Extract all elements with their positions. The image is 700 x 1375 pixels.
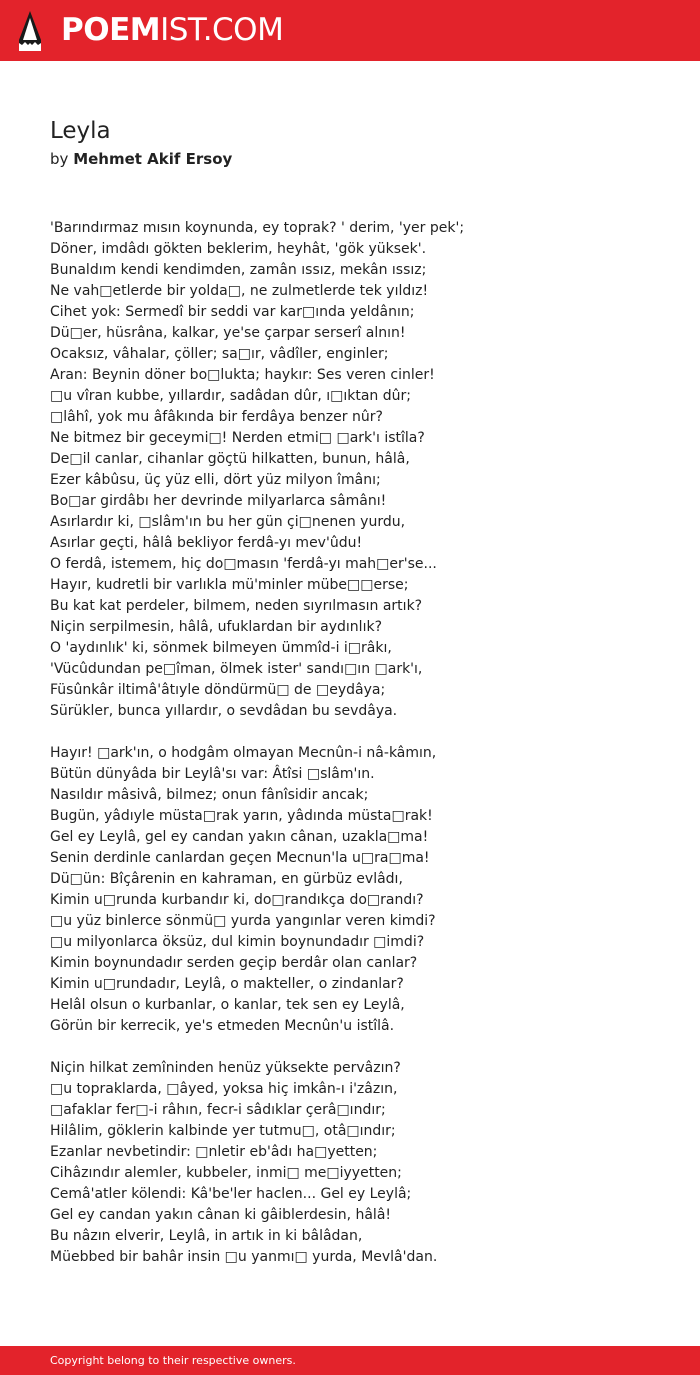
poem-body <box>50 218 670 1289</box>
poem-line: Asırlar geçti, hâlâ bekliyor ferdâ-yı mev'ûdu! <box>50 535 363 551</box>
poem-line: Bugün, yâdıyle müsta□rak yarın, yâdında müsta□rak! <box>50 808 433 824</box>
poem-line: Niçin hilkat zemîninden henüz yüksekte pervâzın? <box>50 1060 401 1076</box>
poem-line: Senin derdinle canlardan geçen Mecnun'la u□ra□ma! <box>50 850 430 866</box>
poem-line: Helâl olsun o kurbanlar, o kanlar, tek sen ey Leylâ, <box>50 997 405 1013</box>
poem-line: Kimin u□rundadır, Leylâ, o makteller, o zindanlar? <box>50 976 404 992</box>
poem-line: Sürükler, bunca yıllardır, o sevdâdan bu sevdâya. <box>50 703 398 719</box>
poem-stanza <box>50 1058 670 1268</box>
poem-line: Gel ey candan yakın cânan ki gâiblerdesin, hâlâ! <box>50 1207 392 1223</box>
poem-line: Bütün dünyâda bir Leylâ'sı var: Âtîsi □slâm'ın. <box>50 766 375 782</box>
poem-line: Görün bir kerrecik, ye's etmeden Mecnûn'u istîlâ. <box>50 1018 395 1034</box>
poem-line: Cihet yok: Sermedî bir seddi var kar□ında yeldânın; <box>50 304 415 320</box>
author-name[interactable]: Mehmet Akif Ersoy <box>73 150 233 168</box>
byline <box>50 149 232 169</box>
poem-line: O 'aydınlık' ki, sönmek bilmeyen ümmîd-i i□râkı, <box>50 640 392 656</box>
poem-title: Leyla <box>50 118 111 144</box>
poem-line: Kimin u□runda kurbandır ki, do□randıkça do□randı? <box>50 892 424 908</box>
poem-line: Aran: Beynin döner bo□lukta; haykır: Ses veren cinler! <box>50 367 435 383</box>
poem-line: Nasıldır mâsivâ, bilmez; onun fânîsidir ancak; <box>50 787 369 803</box>
poem-line: Ne vah□etlerde bir yolda□, ne zulmetlerde tek yıldız! <box>50 283 429 299</box>
poem-line: Füsûnkâr iltimâ'âtıyle döndürmü□ de □eydâya; <box>50 682 386 698</box>
pen-nib-icon[interactable] <box>18 10 42 52</box>
poem-line: □u yüz binlerce sönmü□ yurda yangınlar veren kimdi? <box>50 913 436 929</box>
site-logo-text[interactable] <box>61 10 283 50</box>
poem-line: Bu nâzın elverir, Leylâ, in artık in ki bâlâdan, <box>50 1228 363 1244</box>
poem-line: Niçin serpilmesin, hâlâ, ufuklardan bir aydınlık? <box>50 619 382 635</box>
poem-line: Ne bitmez bir geceymi□! Nerden etmi□ □ark'ı istîla? <box>50 430 425 446</box>
poem-line: Hayır! □ark'ın, o hodgâm olmayan Mecnûn-i nâ-kâmın, <box>50 745 437 761</box>
poem-line: Gel ey Leylâ, gel ey candan yakın cânan, uzakla□ma! <box>50 829 429 845</box>
poem-line: □lâhî, yok mu âfâkında bir ferdâya benzer nûr? <box>50 409 383 425</box>
poem-line: □u milyonlarca öksüz, dul kimin boynundadır □imdi? <box>50 934 425 950</box>
copyright-text: Copyright belong to their respective owners. <box>50 1354 296 1367</box>
poem-stanza <box>50 218 670 722</box>
poem-line: Cihâzındır alemler, kubbeler, inmi□ me□iyyetten; <box>50 1165 402 1181</box>
poem-line: Bu kat kat perdeler, bilmem, neden sıyrılmasın artık? <box>50 598 423 614</box>
poem-line: Bunaldım kendi kendimden, zamân ıssız, mekân ıssız; <box>50 262 427 278</box>
poem-line: O ferdâ, istemem, hiç do□masın 'ferdâ-yı mah□er'se... <box>50 556 437 572</box>
poem-line: De□il canlar, cihanlar göçtü hilkatten, bunun, hâlâ, <box>50 451 410 467</box>
poem-line: Ocaksız, vâhalar, çöller; sa□ır, vâdîler, enginler; <box>50 346 389 362</box>
poem-line: 'Vücûdundan pe□îman, ölmek ister' sandı□ın □ark'ı, <box>50 661 423 677</box>
by-label: by <box>50 150 69 168</box>
poem-line: Dü□er, hüsrâna, kalkar, ye'se çarpar serserî alnın! <box>50 325 406 341</box>
site-header <box>0 0 700 61</box>
poem-line: Müebbed bir bahâr insin □u yanmı□ yurda, Mevlâ'dan. <box>50 1249 438 1265</box>
poem-line: Hilâlim, göklerin kalbinde yer tutmu□, otâ□ındır; <box>50 1123 396 1139</box>
poem-line: Kimin boynundadır serden geçip berdâr olan canlar? <box>50 955 418 971</box>
poem-line: □u topraklarda, □âyed, yoksa hiç imkân-ı i'zâzın, <box>50 1081 398 1097</box>
poem-line: Hayır, kudretli bir varlıkla mü'minler mübe□□erse; <box>50 577 409 593</box>
poem-line: Asırlardır ki, □slâm'ın bu her gün çi□nenen yurdu, <box>50 514 406 530</box>
poem-line: Ezanlar nevbetindir: □nletir eb'âdı ha□yetten; <box>50 1144 378 1160</box>
brand-light: IST.COM <box>160 12 284 48</box>
poem-line: □u vîran kubbe, yıllardır, sadâdan dûr, ı□ıktan dûr; <box>50 388 411 404</box>
poem-stanza <box>50 743 670 1037</box>
brand-bold: POEM <box>61 12 161 48</box>
poem-line: Cemâ'atler kölendi: Kâ'be'ler haclen... Gel ey Leylâ; <box>50 1186 412 1202</box>
poem-line: □afaklar fer□-i râhın, fecr-i sâdıklar çerâ□ındır; <box>50 1102 386 1118</box>
poem-line: Bo□ar girdâbı her devrinde milyarlarca sâmânı! <box>50 493 387 509</box>
poem-line: Ezer kâbûsu, üç yüz elli, dört yüz milyon îmânı; <box>50 472 381 488</box>
poem-line: 'Barındırmaz mısın koynunda, ey toprak? ' derim, 'yer pek'; <box>50 220 465 236</box>
poem-line: Dü□ün: Bîçârenin en kahraman, en gürbüz evlâdı, <box>50 871 403 887</box>
poem-line: Döner, imdâdı gökten beklerim, heyhât, 'gök yüksek'. <box>50 241 427 257</box>
site-footer <box>0 1346 700 1375</box>
